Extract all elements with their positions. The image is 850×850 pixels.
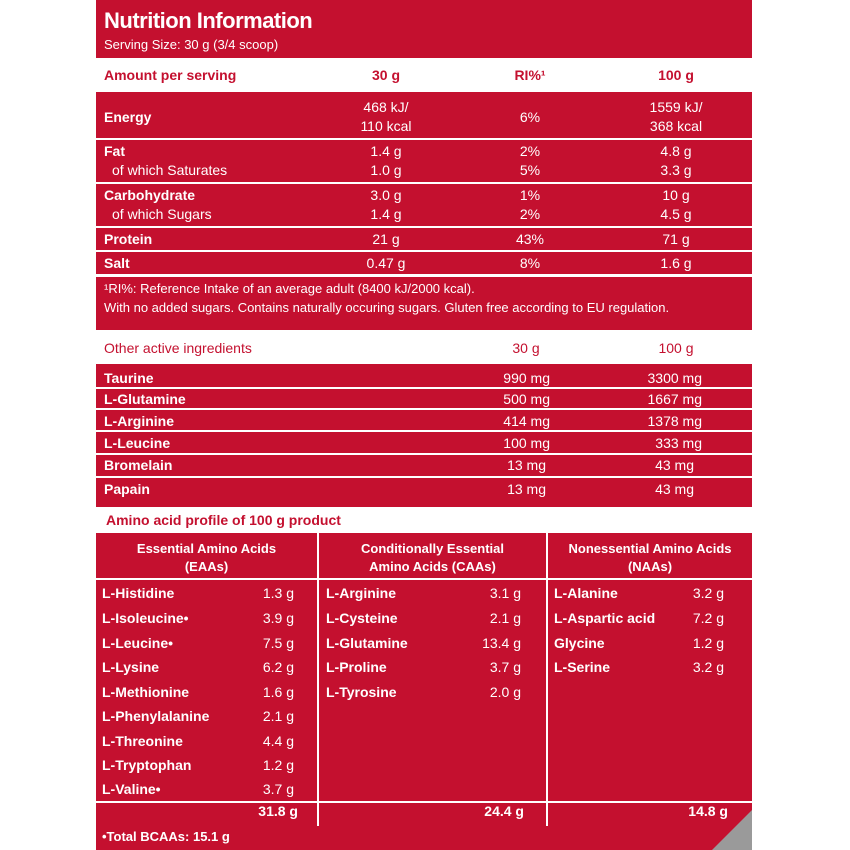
col-30g: 30 g: [371, 67, 400, 83]
row-label-energy: Energy: [104, 109, 152, 125]
naa-header-line2: (NAAs): [627, 559, 673, 574]
energy-100g: 1559 kJ/: [649, 99, 703, 115]
active-col-100g: 100 g: [658, 340, 694, 356]
caa-header: [319, 540, 546, 576]
fat-30g: 1.4 g: [370, 143, 402, 159]
active-30g-taurine: 990 mg: [503, 370, 550, 386]
carb-ri: 1%: [519, 187, 541, 203]
naa-name: L-Serine: [554, 659, 611, 675]
active-100g-taurine: 3300 mg: [647, 370, 702, 386]
col-ri: RI%¹: [514, 67, 546, 83]
active-30g-papain: 13 mg: [507, 481, 546, 497]
energy-30g-kcal: 110 kcal: [360, 118, 412, 134]
eaa-value: 1.6 g: [262, 684, 294, 700]
eaa-header: [96, 540, 317, 576]
naa-name: L-Alanine: [554, 585, 618, 601]
footnote-ri: ¹RI%: Reference Intake of an average adult (8400 kJ/2000 kcal).: [104, 281, 475, 296]
active-col-label: Other active ingredients: [104, 340, 252, 356]
eaa-name: L-Isoleucine•: [102, 610, 189, 626]
eaa-total: 31.8 g: [258, 803, 298, 819]
eaa-value: 2.1 g: [262, 708, 294, 724]
column-divider: [317, 533, 319, 826]
caa-value: 2.0 g: [489, 684, 521, 700]
saturates-ri: 5%: [519, 162, 541, 178]
row-label-fat: Fat: [104, 143, 125, 159]
page-curl-decoration: [712, 810, 752, 850]
row-label-salt: Salt: [104, 255, 130, 271]
active-col-30g: 30 g: [512, 340, 540, 356]
divider: [96, 578, 752, 580]
energy-100g-kcal: 368 kcal: [649, 118, 703, 134]
naa-value: 3.2 g: [692, 659, 724, 675]
eaa-header-line1: Essential Amino Acids: [136, 541, 277, 556]
energy-ri: 6%: [519, 109, 541, 125]
sugars-ri: 2%: [519, 206, 541, 222]
naa-value: 3.2 g: [692, 585, 724, 601]
divider: [96, 274, 752, 277]
caa-value: 2.1 g: [489, 610, 521, 626]
active-label-arginine: L-Arginine: [104, 413, 174, 429]
divider: [96, 182, 752, 184]
fat-100g: 4.8 g: [660, 143, 692, 159]
eaa-value: 7.5 g: [262, 635, 294, 651]
salt-30g: 0.47 g: [366, 255, 406, 271]
sugars-30g: 1.4 g: [370, 206, 402, 222]
row-label-protein: Protein: [104, 231, 153, 247]
caa-header-line1: Conditionally Essential: [360, 541, 505, 556]
caa-name: L-Cysteine: [326, 610, 398, 626]
eaa-name: L-Histidine: [102, 585, 175, 601]
protein-30g: 21 g: [372, 231, 400, 247]
caa-total: 24.4 g: [484, 803, 524, 819]
eaa-name: L-Methionine: [102, 684, 190, 700]
active-100g-bromelain: 43 mg: [655, 457, 694, 473]
column-divider: [546, 533, 548, 826]
salt-ri: 8%: [519, 255, 541, 271]
eaa-value: 3.9 g: [262, 610, 294, 626]
divider: [96, 408, 752, 410]
row-label-saturates: of which Saturates: [112, 162, 228, 178]
naa-value: 7.2 g: [692, 610, 724, 626]
divider: [96, 138, 752, 140]
caa-name: L-Arginine: [326, 585, 396, 601]
protein-ri: 43%: [515, 231, 545, 247]
col-amount: Amount per serving: [104, 67, 237, 83]
active-100g-papain: 43 mg: [655, 481, 694, 497]
active-100g-glutamine: 1667 mg: [647, 391, 702, 407]
active-100g-leucine: 333 mg: [655, 435, 702, 451]
saturates-100g: 3.3 g: [660, 162, 692, 178]
active-label-glutamine: L-Glutamine: [104, 391, 186, 407]
col-100g: 100 g: [658, 67, 694, 83]
caa-value: 3.7 g: [489, 659, 521, 675]
divider: [96, 387, 752, 389]
active-label-taurine: Taurine: [104, 370, 154, 386]
salt-100g: 1.6 g: [660, 255, 692, 271]
eaa-name: L-Tryptophan: [102, 757, 192, 773]
caa-name: L-Proline: [326, 659, 387, 675]
divider: [96, 226, 752, 228]
naa-header: [548, 540, 752, 576]
active-label-papain: Papain: [104, 481, 150, 497]
nutrition-header-bar: [96, 58, 752, 92]
carb-30g: 3.0 g: [370, 187, 402, 203]
active-header-bar: [96, 330, 752, 364]
amino-header-bar: [96, 507, 752, 533]
eaa-name: L-Phenylalanine: [102, 708, 210, 724]
saturates-30g: 1.0 g: [370, 162, 402, 178]
eaa-value: 3.7 g: [262, 781, 294, 797]
eaa-value: 1.3 g: [262, 585, 294, 601]
caa-header-line2: Amino Acids (CAAs): [369, 559, 496, 574]
serving-size: Serving Size: 30 g (3/4 scoop): [104, 37, 279, 52]
active-100g-arginine: 1378 mg: [647, 413, 702, 429]
amino-title: Amino acid profile of 100 g product: [106, 512, 341, 528]
divider: [96, 476, 752, 478]
divider: [96, 453, 752, 455]
active-label-bromelain: Bromelain: [104, 457, 173, 473]
active-30g-arginine: 414 mg: [503, 413, 550, 429]
active-30g-bromelain: 13 mg: [507, 457, 546, 473]
caa-name: L-Tyrosine: [326, 684, 397, 700]
row-label-sugars: of which Sugars: [112, 206, 212, 222]
nutrition-panel: [96, 0, 752, 850]
caa-value: 13.4 g: [482, 635, 521, 651]
naa-name: Glycine: [554, 635, 605, 651]
active-30g-leucine: 100 mg: [503, 435, 550, 451]
energy-30g: 468 kJ/: [363, 99, 409, 115]
active-label-leucine: L-Leucine: [104, 435, 171, 451]
caa-value: 3.1 g: [489, 585, 521, 601]
eaa-name: L-Threonine: [102, 733, 183, 749]
carb-100g: 10 g: [662, 187, 690, 203]
eaa-header-line2: (EAAs): [184, 559, 229, 574]
naa-total: 14.8 g: [688, 803, 728, 819]
fat-ri: 2%: [519, 143, 541, 159]
row-label-carbohydrate: Carbohydrate: [104, 187, 196, 203]
eaa-name: L-Leucine•: [102, 635, 174, 651]
divider: [96, 801, 752, 803]
naa-value: 1.2 g: [692, 635, 724, 651]
naa-header-line1: Nonessential Amino Acids: [568, 541, 732, 556]
bcaa-total: •Total BCAAs: 15.1 g: [102, 829, 230, 844]
eaa-name: L-Lysine: [102, 659, 160, 675]
sugars-100g: 4.5 g: [660, 206, 692, 222]
eaa-name: L-Valine•: [102, 781, 161, 797]
footnote-sugars: With no added sugars. Contains naturally occuring sugars. Gluten free according to EU regulation.: [104, 300, 670, 315]
naa-name: L-Aspartic acid: [554, 610, 656, 626]
divider: [96, 250, 752, 252]
page-title: Nutrition Information: [104, 8, 313, 33]
eaa-value: 4.4 g: [262, 733, 294, 749]
protein-100g: 71 g: [662, 231, 690, 247]
active-30g-glutamine: 500 mg: [503, 391, 550, 407]
eaa-value: 6.2 g: [262, 659, 294, 675]
divider: [96, 430, 752, 432]
eaa-value: 1.2 g: [262, 757, 294, 773]
caa-name: L-Glutamine: [326, 635, 408, 651]
